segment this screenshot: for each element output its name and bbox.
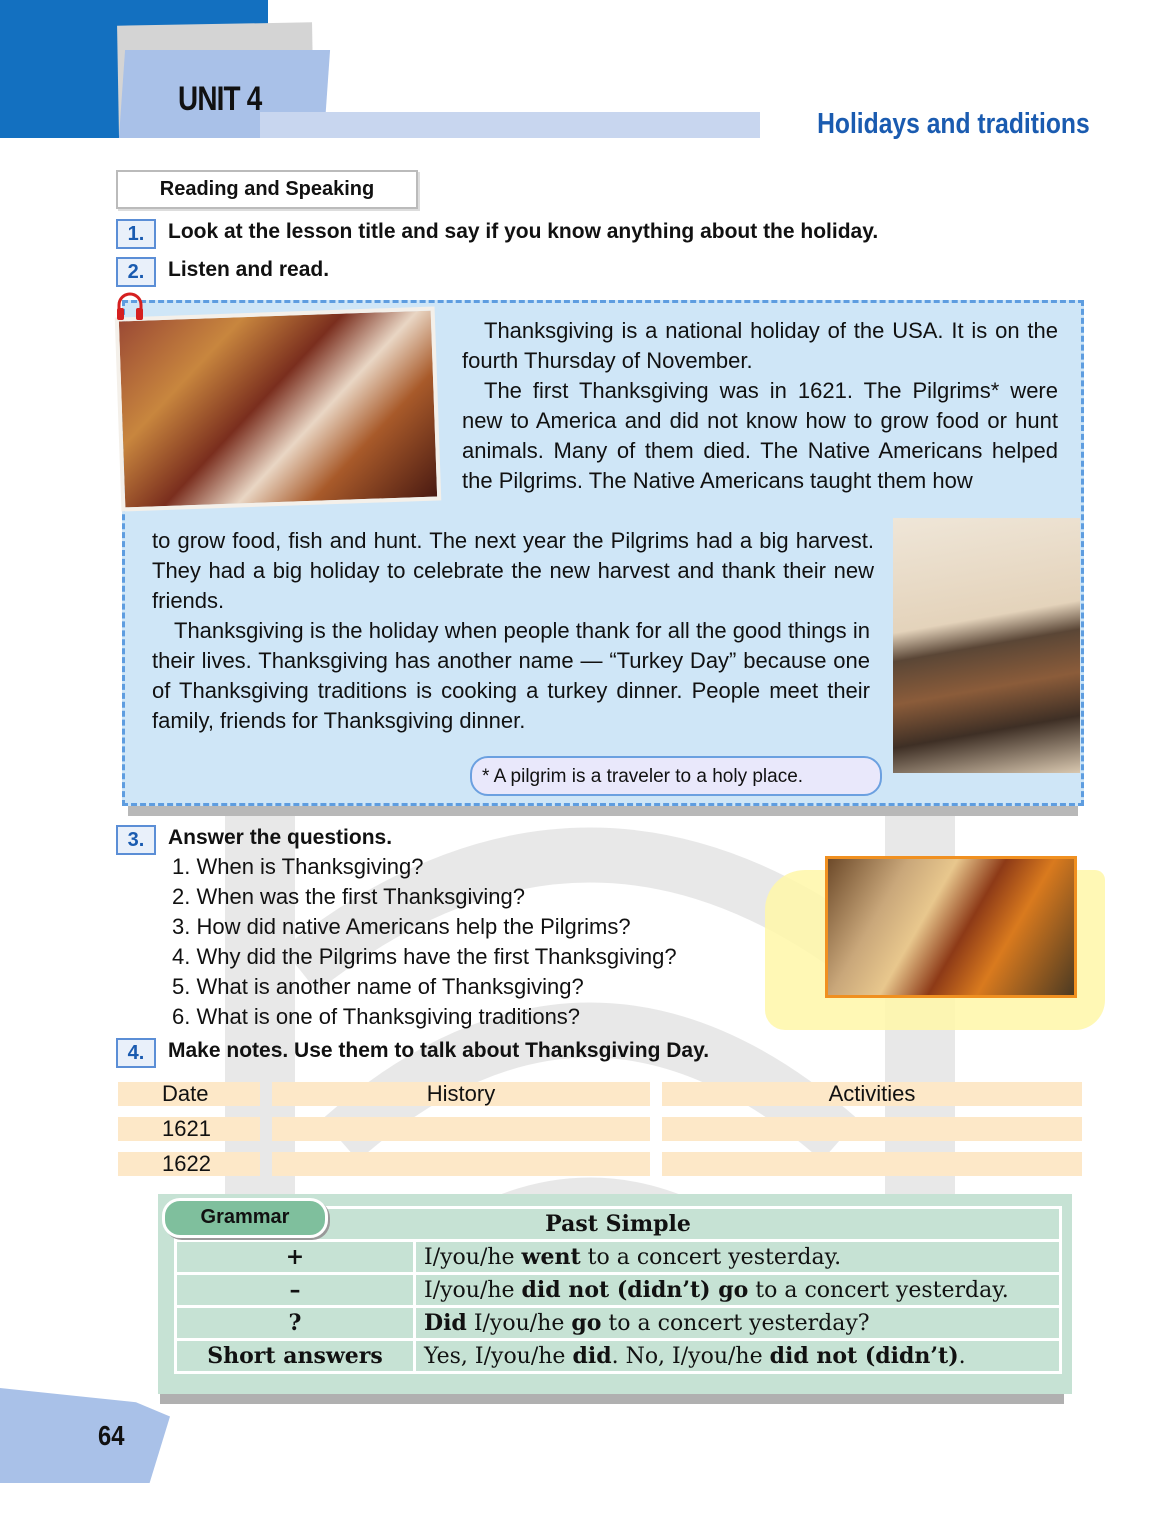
task-instruction: Answer the questions. — [168, 826, 393, 849]
notes-cell-history[interactable] — [272, 1117, 650, 1141]
reading-paragraph: Thanksgiving is a national holiday of the USA. It is on the fourth Thursday of November. — [462, 318, 1058, 373]
grammar-label: Grammar — [162, 1198, 328, 1238]
pilgrims-illustration — [893, 518, 1080, 773]
grammar-example: I/you/he did not (didn’t) go to a concert yesterday. — [415, 1274, 1061, 1307]
question-item: 1. When is Thanksgiving? — [172, 854, 424, 879]
reading-paragraph: to grow food, fish and hunt. The next year the Pilgrims had a big harvest. They had a big holiday to celebrate the new harvest and thank their new friends. — [152, 528, 874, 613]
turkey-dinner-photo — [825, 856, 1077, 998]
headphones-icon[interactable] — [114, 290, 146, 322]
lesson-title: Holidays and traditions — [817, 108, 1090, 140]
grammar-example: I/you/he went to a concert yesterday. — [415, 1241, 1061, 1274]
question-item: 5. What is another name of Thanksgiving? — [172, 974, 584, 999]
grammar-row — [176, 1340, 1061, 1373]
grammar-title: Past Simple — [176, 1208, 1061, 1241]
notes-row-date: 1622 — [118, 1152, 260, 1176]
grammar-row — [176, 1241, 1061, 1274]
question-item: 4. Why did the Pilgrims have the first Thanksgiving? — [172, 944, 677, 969]
notes-row-date: 1621 — [118, 1117, 260, 1141]
section-label: Reading and Speaking — [116, 170, 418, 209]
task-number: 1. — [116, 219, 156, 249]
task-number: 2. — [116, 257, 156, 287]
notes-cell-history[interactable] — [272, 1152, 650, 1176]
pilgrim-footnote: * A pilgrim is a traveler to a holy place. — [470, 756, 882, 796]
question-item: 2. When was the first Thanksgiving? — [172, 884, 525, 909]
reading-paragraph: Thanksgiving is the holiday when people thank for all the good things in their lives. Thanksgiving has another name — “Turkey Day” because one of Thanksgiving traditions is cooking a turkey dinner. People meet their family, friends for Thanksgiving dinner. — [152, 618, 870, 733]
notes-header-activities: Activities — [662, 1082, 1082, 1106]
grammar-row — [176, 1307, 1061, 1340]
grammar-example: Yes, I/you/he did. No, I/you/he did not (didn’t). — [415, 1340, 1061, 1373]
notes-header-date: Date — [118, 1082, 260, 1106]
notes-cell-activities[interactable] — [662, 1117, 1082, 1141]
unit-title: UNIT 4 — [178, 80, 262, 118]
task-number: 3. — [116, 825, 156, 855]
page-number-tab — [0, 1388, 170, 1483]
task-instruction: Listen and read. — [168, 258, 330, 281]
notes-header-history: History — [272, 1082, 650, 1106]
notes-cell-activities[interactable] — [662, 1152, 1082, 1176]
page-number: 64 — [98, 1420, 125, 1451]
task-instruction: Look at the lesson title and say if you know anything about the holiday. — [168, 220, 879, 243]
header-strip — [260, 112, 760, 138]
question-item: 6. What is one of Thanksgiving traditions? — [172, 1004, 581, 1029]
grammar-row — [176, 1274, 1061, 1307]
task-instruction: Make notes. Use them to talk about Thanksgiving Day. — [168, 1039, 710, 1062]
grammar-key: – — [176, 1274, 415, 1307]
grammar-example: Did I/you/he go to a concert yesterday? — [415, 1307, 1061, 1340]
thanksgiving-table-photo — [115, 306, 442, 511]
question-item: 3. How did native Americans help the Pilgrims? — [172, 914, 631, 939]
grammar-key: Short answers — [176, 1340, 415, 1373]
task-number: 4. — [116, 1038, 156, 1068]
question-list — [172, 852, 677, 1032]
grammar-key: ? — [176, 1307, 415, 1340]
reading-paragraph: The first Thanksgiving was in 1621. The Pilgrims* were new to America and did not know how to grow food or hunt animals. Many of them died. The Native Americans helped the Pilgrims. The Native Americans taught them how — [462, 378, 1058, 493]
grammar-key: + — [176, 1241, 415, 1274]
